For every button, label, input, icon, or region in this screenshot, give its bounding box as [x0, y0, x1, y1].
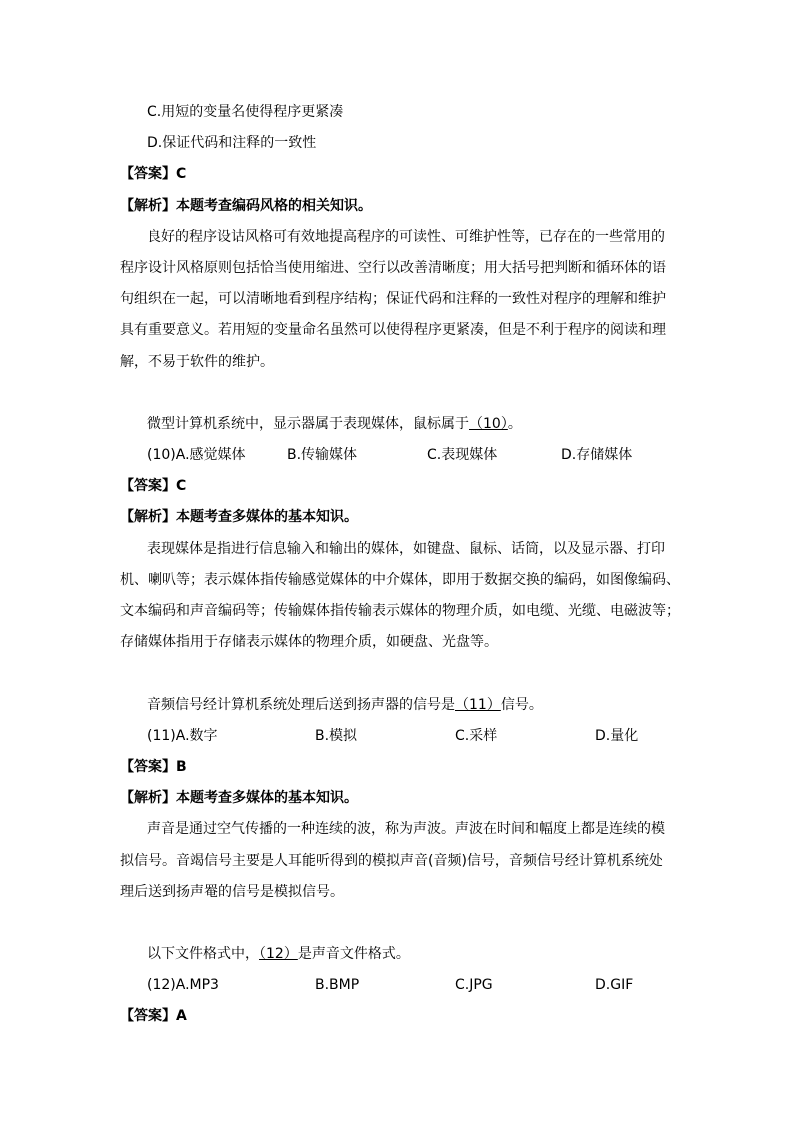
analysis-title: 本题考查编码风格的相关知识。: [176, 197, 372, 214]
paragraph-line: 存储媒体指用于存储表示媒体的物理介质，如硬盘、光盘等。: [120, 634, 498, 651]
options-row: [120, 440, 680, 471]
answer-line: [120, 471, 680, 502]
option-c: C.用短的变量名使得程序更紧凑: [147, 104, 344, 120]
answer-line: [120, 159, 680, 190]
option-b: B.模拟: [315, 727, 358, 744]
answer-value: B: [176, 758, 187, 775]
analysis-label: 【解析】: [120, 790, 176, 807]
question-text: 音频信号经计算机系统处理后送到扬声器的信号是: [147, 696, 455, 713]
question-text-end: 信号。: [500, 696, 543, 713]
answer-label: 【答案】: [120, 166, 176, 183]
paragraph-line: 程序设计风格原则包括恰当使用缩进、空行以改善清晰度；用大括号把判断和循环体的语: [120, 259, 666, 276]
answer-line: [120, 752, 680, 783]
option-b: B.传输媒体: [287, 447, 358, 464]
option-b: B.BMP: [315, 977, 360, 994]
option-d: D.GIF: [595, 977, 634, 994]
option-d: D.保证代码和注释的一致性: [147, 135, 317, 152]
analysis-title: 本题考查多媒体的基本知识。: [176, 509, 358, 526]
analysis-title: 本题考查多媒体的基本知识。: [176, 790, 358, 807]
option-d: D.量化: [595, 727, 639, 744]
paragraph-line: 具有重要意义。若用短的变量命名虽然可以使得程序更紧凑，但是不利于程序的阅读和理: [120, 322, 666, 339]
answer-label: 【答案】: [120, 758, 176, 775]
paragraph-line: 机、喇叭等；表示媒体指传输感觉媒体的中介媒体，即用于数据交换的编码，如图像编码、: [120, 571, 680, 588]
paragraph-line: 句组织在一起，可以清晰地看到程序结构；保证代码和注释的一致性对程序的理解和维护: [120, 291, 666, 308]
question-text: 微型计算机系统中，显示器属于表现媒体，鼠标属于: [147, 415, 469, 432]
paragraph-line: 解，不易于软件的维护。: [120, 353, 274, 370]
options-row: [120, 721, 680, 752]
option-c: C.采样: [455, 727, 498, 744]
question-blank: （12）: [259, 946, 298, 963]
paragraph-line: 拟信号。音竭信号主要是人耳能听得到的模拟声音(音频)信号，音频信号经计算机系统处: [120, 852, 663, 869]
question-10: [120, 409, 680, 440]
question-text-end: 。: [507, 415, 522, 432]
option-c: C.JPG: [455, 977, 493, 994]
analysis-heading: [120, 783, 680, 814]
option-d: D.存储媒体: [561, 447, 633, 464]
question-11: [120, 690, 680, 721]
answer-value: C: [176, 478, 187, 495]
question-blank: （11）: [455, 696, 501, 713]
question-12: [120, 939, 680, 970]
analysis-heading: [120, 191, 680, 222]
paragraph-line: 文本编码和声音编码等；传输媒体指传输表示媒体的物理介质，如电缆、光缆、电磁波等；: [120, 603, 680, 619]
option-a: (12)A.MP3: [147, 977, 219, 994]
analysis-label: 【解析】: [120, 509, 176, 526]
analysis-heading: [120, 502, 680, 533]
question-blank: （10）: [469, 415, 508, 432]
analysis-label: 【解析】: [120, 197, 176, 214]
option-a: (11)A.数字: [147, 727, 218, 744]
document-page: [120, 97, 680, 1033]
option-c: C.表现媒体: [427, 447, 498, 464]
paragraph-line: 表现媒体是指进行信息输入和输出的媒体，如键盘、鼠标、话筒，以及显示器、打印: [147, 540, 665, 557]
answer-label: 【答案】: [120, 1008, 176, 1025]
question-text-end: 是声音文件格式。: [297, 946, 410, 963]
option-a: (10)A.感觉媒体: [147, 447, 246, 464]
paragraph-line: 理后送到扬声罨的信号是模拟信号。: [120, 883, 344, 900]
paragraph-line: 声音是通过空气传播的一种连续的波，称为声波。声波在时间和幅度上都是连续的模: [147, 821, 665, 838]
answer-label: 【答案】: [120, 478, 176, 495]
answer-value: C: [176, 166, 187, 183]
answer-value: A: [176, 1008, 187, 1025]
answer-line: [120, 1001, 680, 1032]
options-row: [120, 970, 680, 1001]
paragraph-line: 良好的程序设诂风格可有效地提高程序的可读性、可维护性等，已存在的一些常用的: [147, 228, 665, 245]
question-text: 以下文件格式中，: [147, 946, 259, 963]
